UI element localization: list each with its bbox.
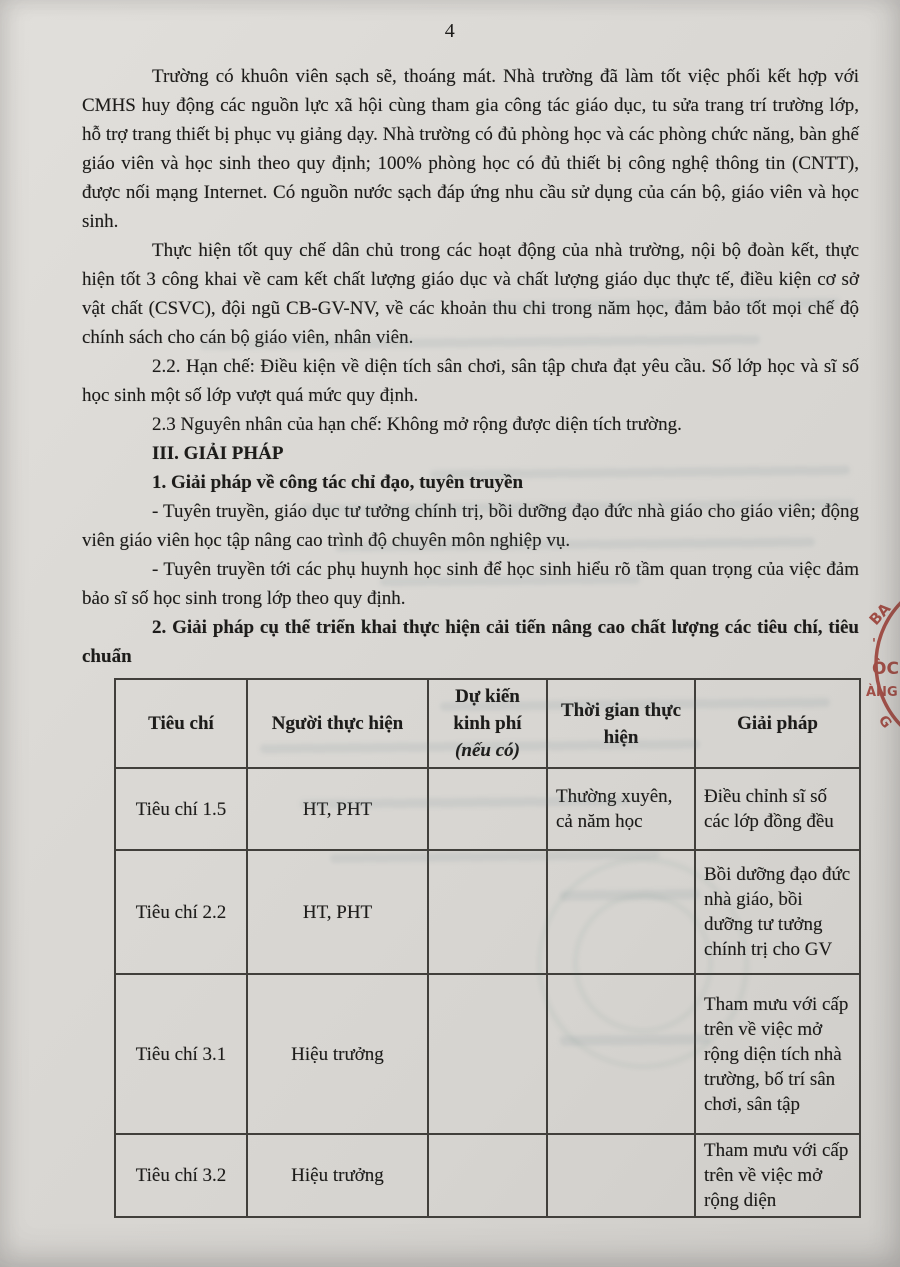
cell-tieu-chi: Tiêu chí 3.1: [115, 974, 247, 1134]
paragraph-limitations: 2.2. Hạn chế: Điều kiện về diện tích sân chơi, sân tập chưa đạt yêu cầu. Số lớp học và sĩ số học sinh một số lớp vượt quá mức quy định.: [82, 356, 859, 406]
cell-nguoi-thuc-hien: HT, PHT: [247, 850, 428, 974]
cell-thoi-gian: Thường xuyên, cả năm học: [547, 768, 695, 850]
page-number: 4: [444, 20, 456, 42]
paragraph-causes: 2.3 Nguyên nhân của hạn chế: Không mở rộng được diện tích trường.: [152, 414, 682, 435]
stamp-letters: G: [874, 712, 895, 732]
cell-nguoi-thuc-hien: HT, PHT: [247, 768, 428, 850]
col-header-kinh-phi-label: Dự kiến kinh phí: [453, 686, 522, 734]
cell-giai-phap: Tham mưu với cấp trên về việc mở rộng diện tích nhà trường, bố trí sân chơi, sân tập: [695, 974, 860, 1134]
cell-tieu-chi: Tiêu chí 1.5: [115, 768, 247, 850]
cell-tieu-chi: Tiêu chí 2.2: [115, 850, 247, 974]
col-header-kinh-phi: [428, 679, 547, 768]
col-header-tieu-chi: Tiêu chí: [115, 679, 247, 768]
heading-solution-1: 1. Giải pháp về công tác chỉ đạo, tuyên truyền: [152, 472, 524, 493]
red-stamp-fragment: [856, 580, 900, 750]
bullet-propaganda-teachers: - Tuyên truyền, giáo dục tư tưởng chính trị, bồi dưỡng đạo đức nhà giáo cho giáo viên; động viên giáo viên học tập nâng cao trình độ chuyên môn nghiệp vụ.: [82, 501, 859, 551]
stamp-mark: ': [872, 637, 876, 652]
cell-kinh-phi: [428, 974, 547, 1134]
solutions-table: [114, 678, 861, 1218]
cell-giai-phap: Điều chỉnh sĩ số các lớp đồng đều: [695, 768, 860, 850]
cell-nguoi-thuc-hien: Hiệu trưởng: [247, 1134, 428, 1217]
col-header-giai-phap: Giải pháp: [695, 679, 860, 768]
document-body: [82, 62, 859, 1218]
stamp-letters: ÒC: [872, 659, 899, 679]
bullet-propaganda-parents: - Tuyên truyền tới các phụ huynh học sinh để học sinh hiểu rõ tầm quan trọng của việc đảm bảo sĩ số học sinh trong lớp theo quy định.: [82, 559, 859, 609]
table-row: [115, 768, 860, 850]
cell-tieu-chi: Tiêu chí 3.2: [115, 1134, 247, 1217]
paragraph-democracy: Thực hiện tốt quy chế dân chủ trong các hoạt động của nhà trường, nội bộ đoàn kết, thực hiện tốt 3 công khai về cam kết chất lượng giáo dục và chất lượng giáo dục thực tế, điều kiện cơ sở vật chất (CSVC), đội ngũ CB-GV-NV, về các khoản thu chi trong năm học, đảm bảo tốt mọi chế độ chính sách cho cán bộ giáo viên, nhân viên.: [82, 240, 859, 348]
cell-kinh-phi: [428, 768, 547, 850]
cell-kinh-phi: [428, 850, 547, 974]
cell-thoi-gian: [547, 850, 695, 974]
col-header-thoi-gian: Thời gian thực hiện: [547, 679, 695, 768]
stamp-ring: [876, 580, 900, 750]
table-row: [115, 1134, 860, 1217]
table-header-row: [115, 679, 860, 768]
heading-solutions: III. GIẢI PHÁP: [152, 443, 284, 464]
paragraph-facilities: Trường có khuôn viên sạch sẽ, thoáng mát. Nhà trường đã làm tốt việc phối kết hợp với CMHS huy động các nguồn lực xã hội cùng tham gia công tác giáo dục, tu sửa trang trí trường lớp, hỗ trợ trang thiết bị phục vụ giảng dạy. Nhà trường có đủ phòng học và các phòng chức năng, bàn ghế giáo viên và học sinh theo quy định; 100% phòng học có đủ thiết bị công nghệ thông tin (CNTT), được nối mạng Internet. Có nguồn nước sạch đáp ứng nhu cầu sử dụng của cán bộ, giáo viên và học sinh.: [82, 66, 859, 232]
cell-giai-phap: Bồi dưỡng đạo đức nhà giáo, bồi dưỡng tư tưởng chính trị cho GV: [695, 850, 860, 974]
col-header-kinh-phi-note: (nếu có): [455, 740, 520, 761]
col-header-nguoi-thuc-hien: Người thực hiện: [247, 679, 428, 768]
table-row: [115, 850, 860, 974]
heading-solution-2: 2. Giải pháp cụ thể triển khai thực hiện cải tiến nâng cao chất lượng các tiêu chí, tiêu chuẩn: [82, 617, 859, 667]
stamp-letters: ÀNG: [866, 685, 898, 700]
cell-nguoi-thuc-hien: Hiệu trưởng: [247, 974, 428, 1134]
cell-giai-phap: Tham mưu với cấp trên về việc mở rộng diện: [695, 1134, 860, 1217]
cell-thoi-gian: [547, 974, 695, 1134]
table-row: [115, 974, 860, 1134]
cell-kinh-phi: [428, 1134, 547, 1217]
stamp-letters: BA: [865, 599, 895, 629]
cell-thoi-gian: [547, 1134, 695, 1217]
